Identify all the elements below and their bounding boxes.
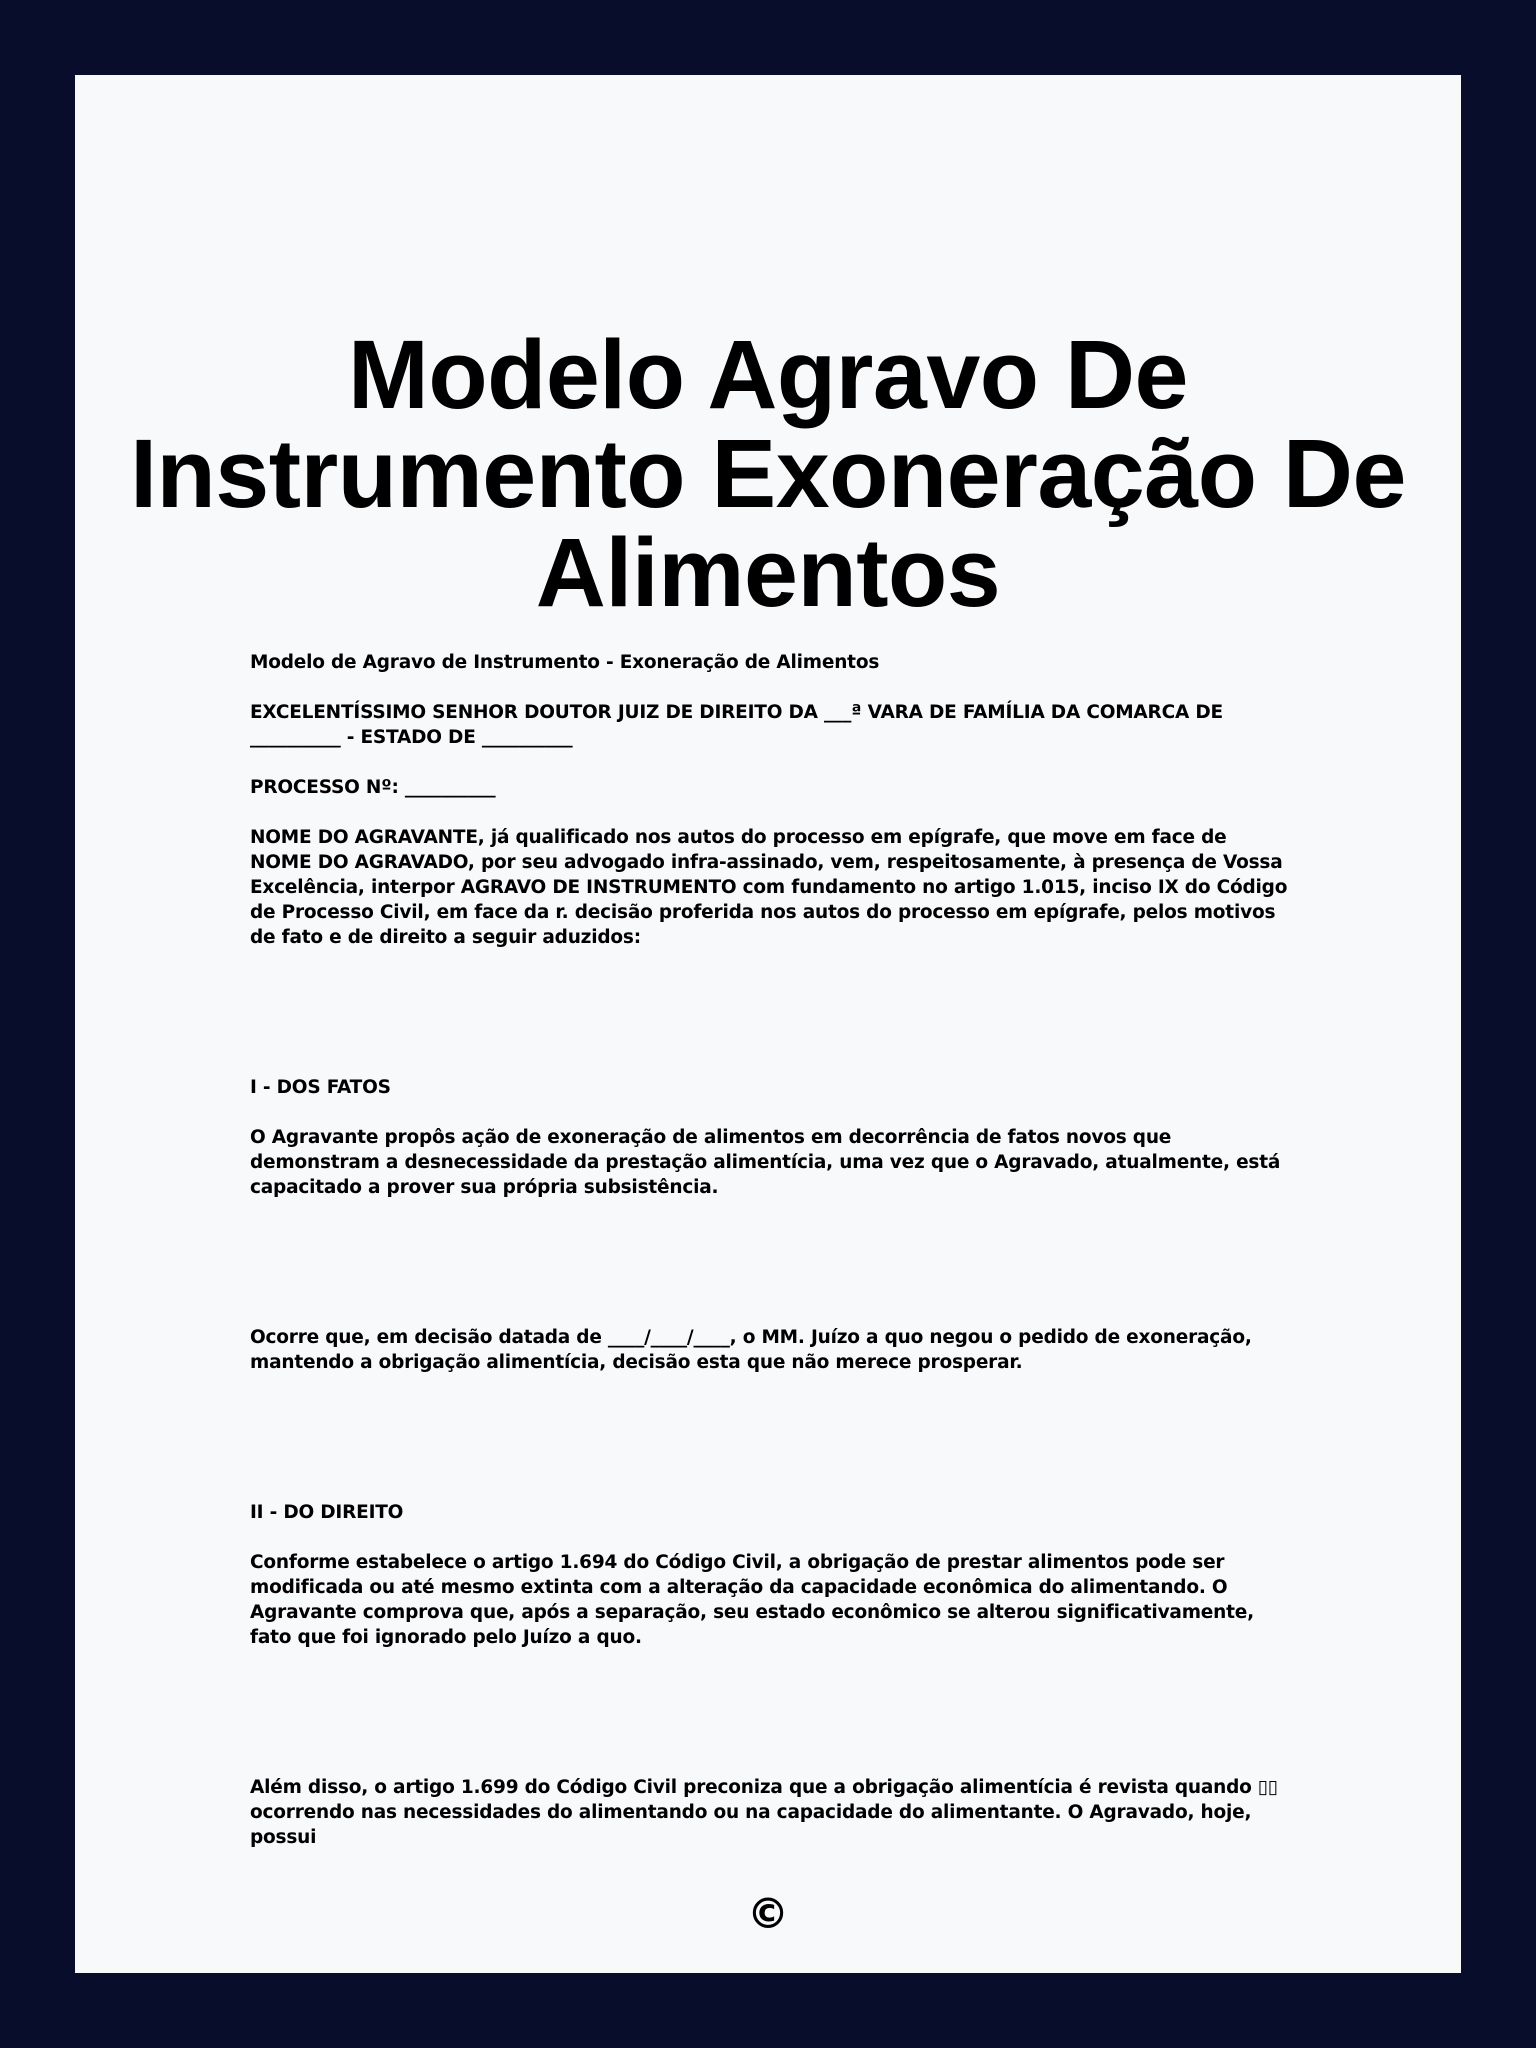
document-subtitle: Modelo de Agravo de Instrumento - Exoneração de Alimentos: [250, 652, 880, 673]
court-address: EXCELENTÍSSIMO SENHOR DOUTOR JUIZ DE DIREITO DA ___ª VARA DE FAMÍLIA DA COMARCA DE __________ - ESTADO DE __________: [250, 702, 1223, 748]
process-number: PROCESSO Nº: __________: [250, 777, 496, 798]
article-paragraph: Além disso, o artigo 1.699 do Código Civil preconiza que a obrigação alimentícia é revista quando ▯▯ ocorrendo nas necessidades do alimentando ou na capacidade do alimentante. O Agravado, hoje, possui: [250, 1777, 1278, 1848]
section-heading-facts: I - DOS FATOS: [250, 1077, 391, 1098]
facts-paragraph: O Agravante propôs ação de exoneração de alimentos em decorrência de fatos novos que demonstram a desnecessidade da prestação alimentícia, uma vez que o Agravado, atualmente, está capacitado a prover sua própria subsistência.: [250, 1127, 1281, 1198]
intro-paragraph: NOME DO AGRAVANTE, já qualificado nos autos do processo em epígrafe, que move em face de NOME DO AGRAVADO, por seu advogado infra-assinado, vem, respeitosamente, à presença de Vossa Excelência, interpor AGRAVO DE INSTRUMENTO com fundamento no artigo 1.015, inciso IX do Código de Processo Civil, em face da r. decisão proferida nos autos do processo em epígrafe, pelos motivos de fato e de direito a seguir aduzidos:: [250, 827, 1288, 948]
document-page: [75, 75, 1461, 1973]
decision-paragraph: Ocorre que, em decisão datada de ____/____/____, o MM. Juízo a quo negou o pedido de exoneração, mantendo a obrigação alimentícia, decisão esta que não merece prosperar.: [250, 1327, 1252, 1373]
copyright-icon: ©: [747, 1889, 789, 1938]
section-heading-law: II - DO DIREITO: [250, 1502, 404, 1523]
law-paragraph: Conforme estabelece o artigo 1.694 do Código Civil, a obrigação de prestar alimentos pode ser modificada ou até mesmo extinta com a alteração da capacidade econômica do alimentando. O Agravante comprova que, após a separação, seu estado econômico se alterou significativamente, fato que foi ignorado pelo Juízo a quo.: [250, 1552, 1254, 1648]
document-title: Modelo Agravo De Instrumento Exoneração De Alimentos: [130, 320, 1406, 627]
